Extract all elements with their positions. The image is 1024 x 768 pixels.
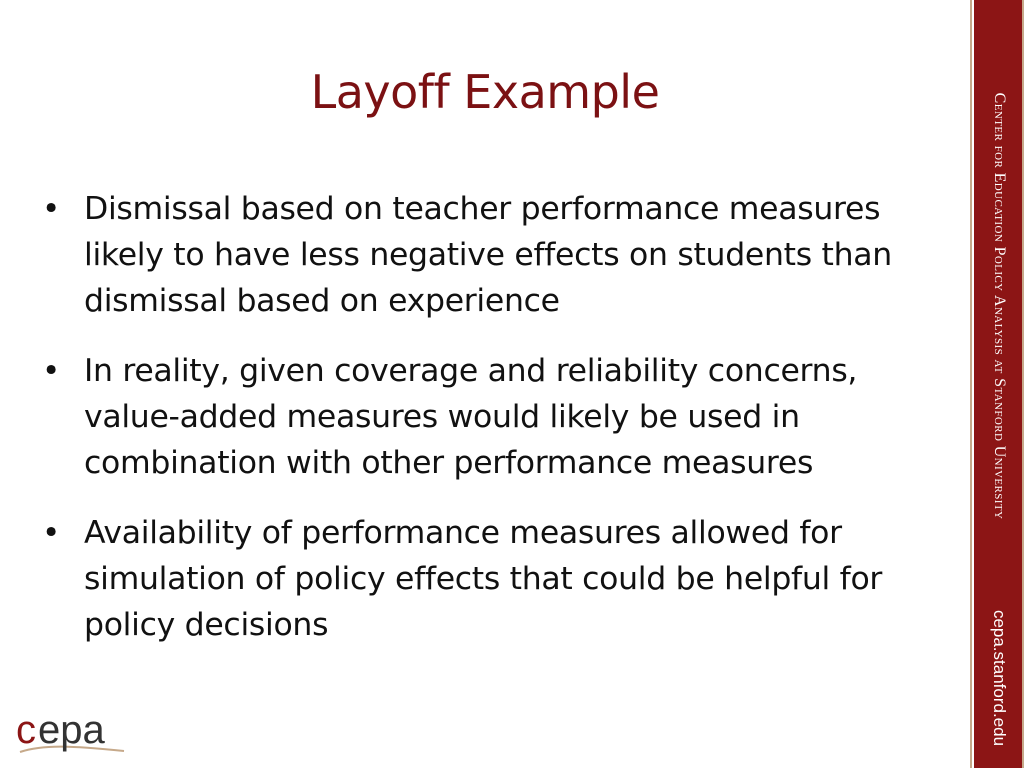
bullet-text: Dismissal based on teacher performance measures likely to have less negative effects on students than dismissal based on experience (84, 191, 892, 319)
bullet-item (40, 186, 960, 324)
bullet-text: In reality, given coverage and reliability concerns, value-added measures would likely be used in combination with other performance measures (84, 353, 858, 481)
sidebar-url: cepa.stanford.edu (990, 609, 1009, 747)
bullet-item (40, 510, 960, 648)
sidebar-accent-line (970, 0, 972, 768)
logo-c: c (16, 708, 36, 752)
bullet-text: Availability of performance measures allowed for simulation of policy effects that could be helpful for policy decisions (84, 515, 883, 643)
cepa-logo-icon (14, 708, 144, 758)
bullet-dot-icon: • (42, 353, 60, 389)
sidebar-organization: Center for Education Policy Analysis at Stanford University (991, 92, 1008, 520)
bullet-item (40, 348, 960, 486)
bullet-dot-icon: • (42, 191, 60, 227)
bullet-dot-icon: • (42, 515, 60, 551)
slide-title: Layoff Example (310, 65, 660, 119)
bullet-list (40, 186, 960, 672)
logo-epa: epa (38, 708, 105, 752)
